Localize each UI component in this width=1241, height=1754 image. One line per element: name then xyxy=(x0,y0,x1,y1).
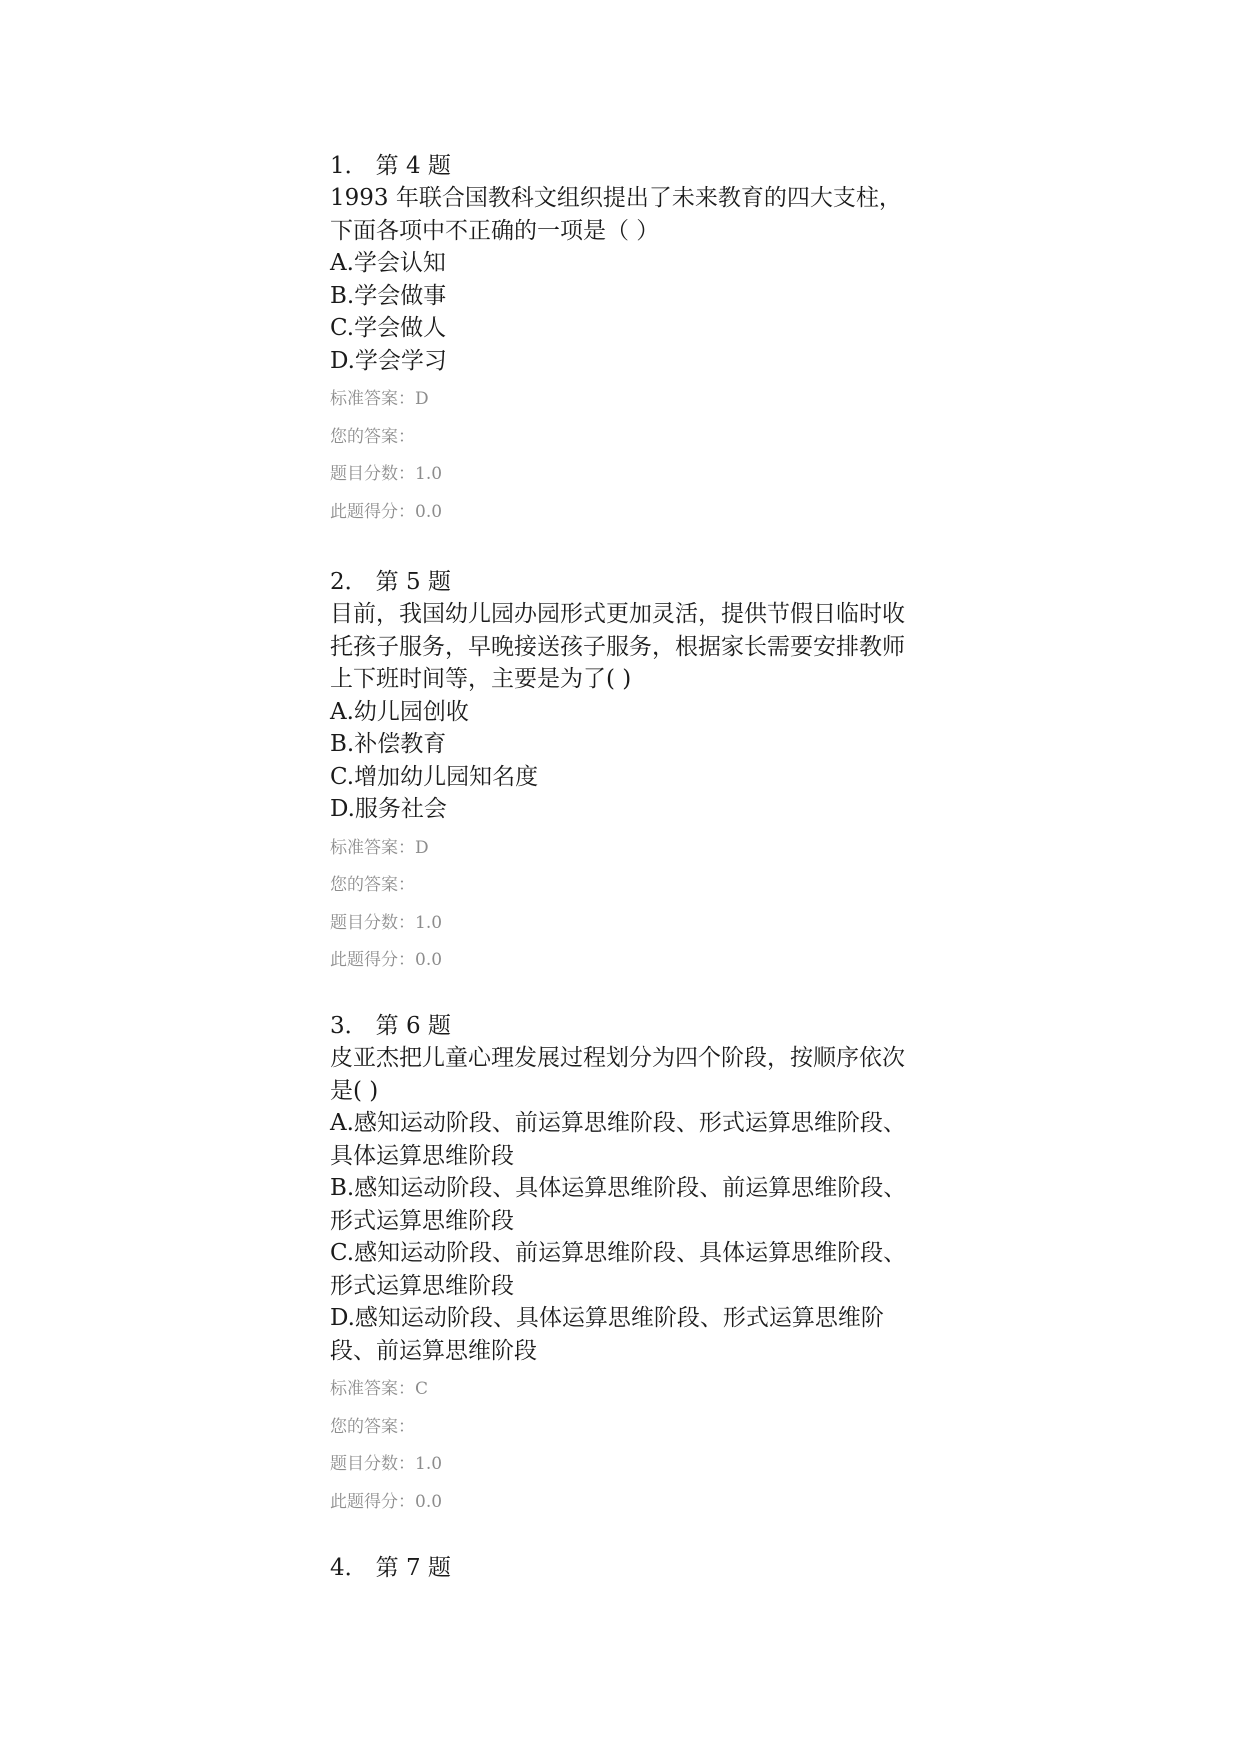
your-answer: 您的答案： xyxy=(330,1416,415,1437)
earned-score: 此题得分：0.0 xyxy=(330,501,443,522)
earned-score: 此题得分：0.0 xyxy=(330,1491,443,1512)
answer-info xyxy=(330,830,930,980)
option-a: A.感知运动阶段、前运算思维阶段、形式运算思维阶段、具体运算思维阶段 xyxy=(330,1110,906,1169)
earned-score: 此题得分：0.0 xyxy=(330,950,443,970)
option-d: D.学会学习 xyxy=(330,347,447,374)
question-4 xyxy=(330,1552,930,1584)
question-header xyxy=(330,566,930,598)
option-a: A.学会认知 xyxy=(330,250,446,276)
question-text: 皮亚杰把儿童心理发展过程划分为四个阶段，按顺序依次是( ) xyxy=(330,1045,905,1104)
answer-info xyxy=(330,381,930,531)
question-3 xyxy=(330,1010,930,1521)
option-c: C.增加幼儿园知名度 xyxy=(330,763,539,790)
question-title: 第 7 题 xyxy=(375,1555,451,1581)
option-b: B.感知运动阶段、具体运算思维阶段、前运算思维阶段、形式运算思维阶段 xyxy=(330,1175,907,1234)
question-1 xyxy=(330,150,930,531)
question-text: 1993 年联合国教科文组织提出了未来教育的四大支柱，下面各项中不正确的一项是（ ） xyxy=(330,185,902,244)
question-number: 1． xyxy=(330,153,368,179)
question-header xyxy=(330,150,930,182)
option-b: B.学会做事 xyxy=(330,282,447,309)
question-title: 第 5 题 xyxy=(375,569,451,595)
option-d: D.服务社会 xyxy=(330,796,447,822)
option-c: C.学会做人 xyxy=(330,315,447,341)
your-answer: 您的答案： xyxy=(330,875,415,895)
answer-info xyxy=(330,1371,930,1521)
question-header xyxy=(330,1010,930,1042)
question-score: 题目分数：1.0 xyxy=(330,1454,443,1474)
option-d: D.感知运动阶段、具体运算思维阶段、形式运算思维阶段、前运算思维阶段 xyxy=(330,1305,884,1364)
question-text: 目前，我国幼儿园办园形式更加灵活，提供节假日临时收托孩子服务，早晚接送孩子服务，根据家长需要安排教师上下班时间等，主要是为了( ) xyxy=(330,601,905,692)
your-answer: 您的答案： xyxy=(330,426,415,447)
question-title: 第 6 题 xyxy=(375,1013,451,1039)
standard-answer: 标准答案：D xyxy=(330,389,429,409)
question-score: 题目分数：1.0 xyxy=(330,912,443,933)
option-b: B.补偿教育 xyxy=(330,731,447,757)
question-title: 第 4 题 xyxy=(375,153,451,179)
option-c: C.感知运动阶段、前运算思维阶段、具体运算思维阶段、形式运算思维阶段 xyxy=(330,1240,907,1299)
question-number: 2． xyxy=(330,569,368,595)
question-number: 4． xyxy=(330,1555,368,1581)
question-number: 3． xyxy=(330,1013,368,1039)
question-2 xyxy=(330,566,930,980)
question-score: 题目分数：1.0 xyxy=(330,464,443,484)
question-header xyxy=(330,1552,930,1584)
option-a: A.幼儿园创收 xyxy=(330,698,469,725)
standard-answer: 标准答案：D xyxy=(330,837,429,858)
standard-answer: 标准答案：C xyxy=(330,1379,429,1399)
